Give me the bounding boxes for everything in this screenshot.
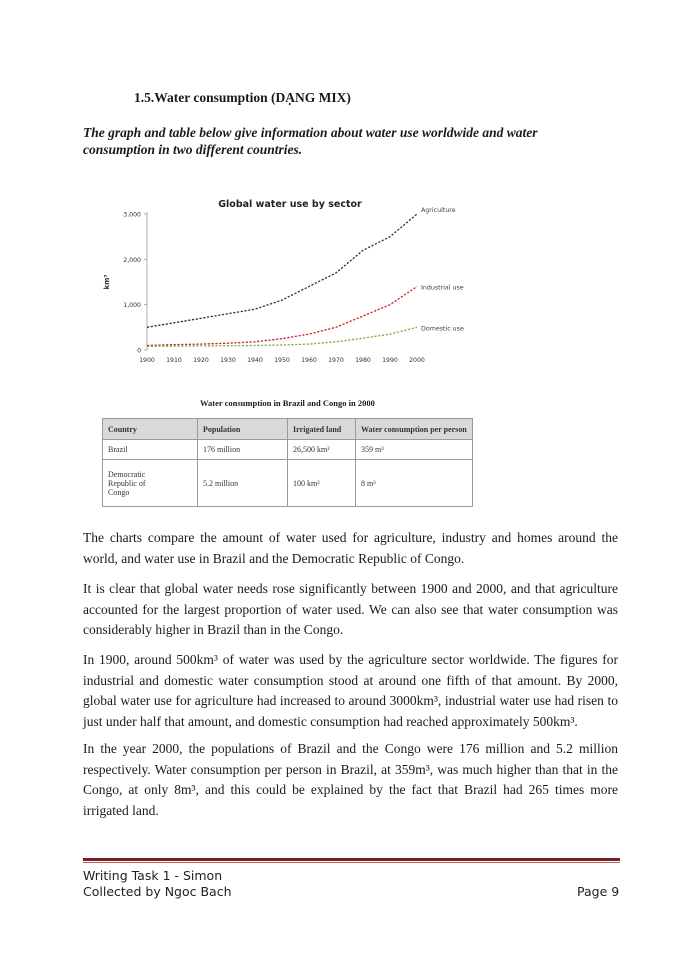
footer-collector: Collected by Ngoc Bach xyxy=(83,884,232,899)
series-label: Industrial use xyxy=(421,284,464,292)
line-chart xyxy=(95,192,485,377)
footer-divider-thin xyxy=(83,862,620,863)
table-cell: 5.2 million xyxy=(198,460,288,507)
table-row xyxy=(103,460,473,507)
table-header: Country xyxy=(103,419,198,440)
table-row xyxy=(103,440,473,460)
paragraph: In the year 2000, the populations of Brazil and the Congo were 176 million and 5.2 million respectively. Water consumption per person in Brazil, at 359m³, was much higher than that in the Congo, at only 8m³, and this could be explained by the fact that Brazil had 265 times more irrigated land. xyxy=(83,741,618,818)
table-cell xyxy=(103,460,198,507)
x-tick-label: 1970 xyxy=(328,357,344,364)
x-tick-label: 1930 xyxy=(220,357,236,364)
table-cell: 100 km² xyxy=(288,460,356,507)
y-tick-label: 2,000 xyxy=(123,256,141,264)
series-line-domestic-use xyxy=(147,327,417,346)
footer-divider xyxy=(83,858,620,861)
table-cell: 359 m³ xyxy=(356,440,473,460)
x-tick-label: 1960 xyxy=(301,357,317,364)
y-tick-label: 1,000 xyxy=(123,302,141,310)
chart-title: Global water use by sector xyxy=(218,199,362,210)
series-label: Agriculture xyxy=(421,207,456,214)
x-tick-label: 2000 xyxy=(409,357,425,364)
series-line-agriculture xyxy=(147,214,417,327)
paragraph: In 1900, around 500km³ of water was used by the agriculture sector worldwide. The figures for industrial and domestic water consumption stood at around one fifth of that amount. By 2000, global water use for agriculture had increased to around 3000km³, industrial water use had risen to just under half that amount, and domestic consumption had reached approximately 500km³. xyxy=(83,652,618,729)
table-header-row xyxy=(103,419,473,440)
data-table xyxy=(102,418,473,507)
y-tick-label: 0 xyxy=(137,347,141,355)
series-label: Domestic use xyxy=(421,325,464,333)
x-tick-label: 1940 xyxy=(247,357,263,364)
table-cell: 26,500 km² xyxy=(288,440,356,460)
footer-source: Writing Task 1 - Simon xyxy=(83,868,223,883)
y-tick-label: 3,000 xyxy=(123,211,141,219)
y-axis-label: km³ xyxy=(103,274,111,290)
chart-svg xyxy=(95,192,485,377)
table-header: Population xyxy=(198,419,288,440)
x-tick-label: 1910 xyxy=(166,357,182,364)
table-title: Water consumption in Brazil and Congo in 2000 xyxy=(200,398,375,408)
table-header: Irrigated land xyxy=(288,419,356,440)
x-tick-label: 1920 xyxy=(193,357,209,364)
x-tick-label: 1980 xyxy=(355,357,371,364)
task-prompt: The graph and table below give information about water use worldwide and water consumption in two different countries. xyxy=(83,125,538,157)
section-title: 1.5.Water consumption (DẠNG MIX) xyxy=(134,90,351,105)
table-cell: 176 million xyxy=(198,440,288,460)
paragraph: The charts compare the amount of water used for agriculture, industry and homes around the world, and water use in Brazil and the Democratic Republic of Congo. xyxy=(83,530,618,566)
page-number: Page 9 xyxy=(577,884,620,899)
table-cell: 8 m³ xyxy=(356,460,473,507)
table-header: Water consumption per person xyxy=(356,419,473,440)
x-tick-label: 1990 xyxy=(382,357,398,364)
table-cell: Brazil xyxy=(103,440,198,460)
table-cell-text: Democratic Republic of Congo xyxy=(108,469,146,497)
paragraph: It is clear that global water needs rose significantly between 1900 and 2000, and that agriculture accounted for the largest proportion of water used. We can also see that water consumption was considerably higher in Brazil than in the Congo. xyxy=(83,581,618,637)
x-tick-label: 1950 xyxy=(274,357,290,364)
x-tick-label: 1900 xyxy=(139,357,155,364)
